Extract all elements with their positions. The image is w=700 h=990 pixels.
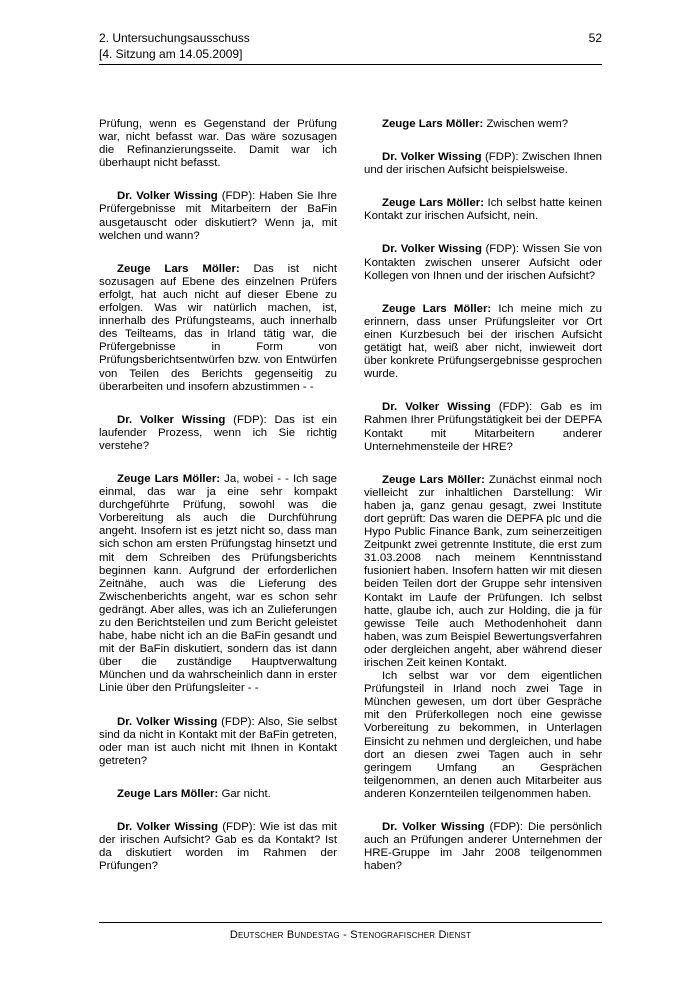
footer-divider	[99, 922, 602, 923]
speaker-name: Dr. Volker Wissing	[117, 821, 219, 834]
paragraph: Dr. Volker Wissing (FDP): Haben Sie Ihre Prüfergebnisse mit Mitarbeitern der BaFin ausgetauscht oder diskutiert? Wenn ja, mit welchen und wann?	[99, 190, 337, 242]
paragraph: Dr. Volker Wissing (FDP): Zwischen Ihnen und der irischen Aufsicht beispielsweise.	[364, 151, 602, 177]
paragraph: Dr. Volker Wissing (FDP): Gab es im Rahmen Ihrer Prüfungstätigkeit bei der DEPFA Kontakt mit Mitarbeitern anderer Unternehmensteile der HRE?	[364, 401, 602, 453]
speaker-name: Dr. Volker Wissing	[382, 151, 482, 164]
paragraph: Zeuge Lars Möller: Zunächst einmal noch vielleicht zur inhaltlichen Darstellung: Wir haben ja, ganz genau gesagt, zwei Institute dort geprüft: Das waren die DEPFA plc und die Hypo Public Finance Bank, zum seinerzeitigen Zeitpunkt zwei getrennte Institute, die erst zum 31.03.2008 nach meinem Kenntnisstand fusioniert haben. Insofern hatten wir mit diesen beiden Teilen dort der Gruppe sehr intensiven Kontakt im Laufe der Prüfungen. Ich selbst hatte, glaube ich, auch zur Holding, die ja für gewisse Teile auch Methodenhoheit dann haben, was zum Beispiel Bewertungsverfahren oder dergleichen angeht, aber während dieser irischen Zeit keinen Kontakt.	[364, 473, 603, 669]
speaker-name: Zeuge Lars Möller:	[382, 473, 485, 486]
paragraph: Prüfung, wenn es Gegenstand der Prüfung war, nicht befasst war. Das wäre sozusagen die Refinanzierungsseite. Damit war ich überhaupt nicht befasst.	[99, 118, 337, 170]
speaker-name: Zeuge Lars Möller:	[382, 118, 484, 130]
paragraph: Zeuge Lars Möller: Ich meine mich zu erinnern, dass unser Prüfungsleiter vor Ort einen Kurzbesuch bei der irischen Aufsicht getätigt hat, weiß aber nicht, inwieweit dort über konkrete Prüfungsergebnisse gesprochen wurde.	[364, 302, 602, 381]
paragraph: Zeuge Lars Möller: Ja, wobei - - Ich sage einmal, das war ja eine sehr kompakt durchgeführte Prüfung, sowohl was die Vorbereitung als auch die Durchführung angeht. Insofern ist es jetzt nicht so, dass man sich schon am ersten Prüfungstag hinsetzt und mit dem Schreiben des Prüfungsberichts beginnen kann. Aufgrund der erforderlichen Zeitnähe, auch was die Lieferung des Zwischenberichts angeht, war es schon sehr gedrängt. Aber alles, was ich an Zulieferungen zu den Berichtsteilen und zum Bericht geleistet habe, habe nicht ich an die BaFin gesandt und mit der BaFin diskutiert, sondern das ist dann über die zuständige Hauptverwaltung München und da wahrscheinlich dann in erster Linie über den Prüfungsleiter - -	[99, 472, 337, 695]
speaker-name: Zeuge Lars Möller:	[117, 262, 240, 275]
paragraph: Zeuge Lars Möller: Das ist nicht sozusagen auf Ebene des einzelnen Prüfers erfolgt, hat auch nicht auf dieser Ebene zu erfolgen. Was wir natürlich machen, ist, innerhalb des Prüfungsteams, auch innerhalb des Teilteams, das in Irland tätig war, die Prüfergebnisse in Form von Prüfungsberichtsentwürfen bzw. von Entwürfen von Teilen des Berichts gegenseitig zu überarbeiten und insofern abzustimmen - -	[99, 262, 337, 393]
paragraph: Dr. Volker Wissing (FDP): Wissen Sie von Kontakten zwischen unserer Aufsicht oder Kollegen von Ihnen und der irischen Aufsicht?	[364, 243, 602, 282]
header-divider	[99, 64, 602, 65]
speaker-name: Dr. Volker Wissing	[117, 413, 226, 426]
speaker-name: Zeuge Lars Möller:	[382, 197, 484, 210]
speaker-name: Dr. Volker Wissing	[117, 715, 218, 728]
speaker-name: Dr. Volker Wissing	[382, 243, 482, 256]
paragraph: Dr. Volker Wissing (FDP): Das ist ein laufender Prozess, wenn ich Sie richtig verstehe?	[99, 413, 337, 452]
session-info: [4. Sitzung am 14.05.2009]	[99, 47, 243, 61]
paragraph: Dr. Volker Wissing (FDP): Also, Sie selbst sind da nicht in Kontakt mit der BaFin getreten, oder man ist auch nicht mit Ihnen in Kontakt getreten?	[99, 715, 338, 767]
speaker-name: Dr. Volker Wissing	[382, 401, 491, 414]
speaker-name: Dr. Volker Wissing	[382, 821, 485, 834]
paragraph: Zeuge Lars Möller: Ich selbst hatte keinen Kontakt zur irischen Aufsicht, nein.	[364, 197, 602, 223]
speaker-name: Dr. Volker Wissing	[117, 190, 218, 203]
paragraph: Dr. Volker Wissing (FDP): Die persönlich auch an Prüfungen anderer Unternehmen der HRE-Gruppe im Jahr 2008 teilgenommen haben?	[364, 821, 602, 873]
paragraph: Ich selbst war vor dem eigentlichen Prüfungsteil in Irland noch zwei Tage in München gewesen, um dort über Gespräche mit den Prüferkollegen noch eine gewisse Vorbereitung zu bekommen, in Unterlagen Einsicht zu nehmen und dergleichen, und habe dort an diesen zwei Tagen auch in sehr geringem Umfang an Gesprächen teilgenommen, an denen auch Mitarbeiter aus anderen Konzernteilen teilgenommen haben.	[364, 670, 602, 800]
speaker-name: Zeuge Lars Möller:	[117, 472, 221, 485]
paragraph: Zeuge Lars Möller: Gar nicht.	[117, 787, 271, 800]
paragraph: Dr. Volker Wissing (FDP): Wie ist das mit der irischen Aufsicht? Gab es da Kontakt? Ist da diskutiert worden im Rahmen der Prüfungen?	[99, 821, 337, 873]
page-header	[99, 30, 250, 62]
speaker-name: Zeuge Lars Möller:	[382, 302, 492, 315]
page-footer: Deutscher Bundestag - Stenografischer Dienst	[229, 929, 472, 941]
committee-title: 2. Untersuchungsausschuss	[99, 31, 250, 45]
page-number: 52	[588, 31, 602, 45]
right-column	[364, 118, 602, 893]
paragraph: Zeuge Lars Möller: Zwischen wem?	[382, 118, 569, 130]
left-column	[99, 118, 337, 893]
speaker-name: Zeuge Lars Möller:	[117, 787, 219, 800]
